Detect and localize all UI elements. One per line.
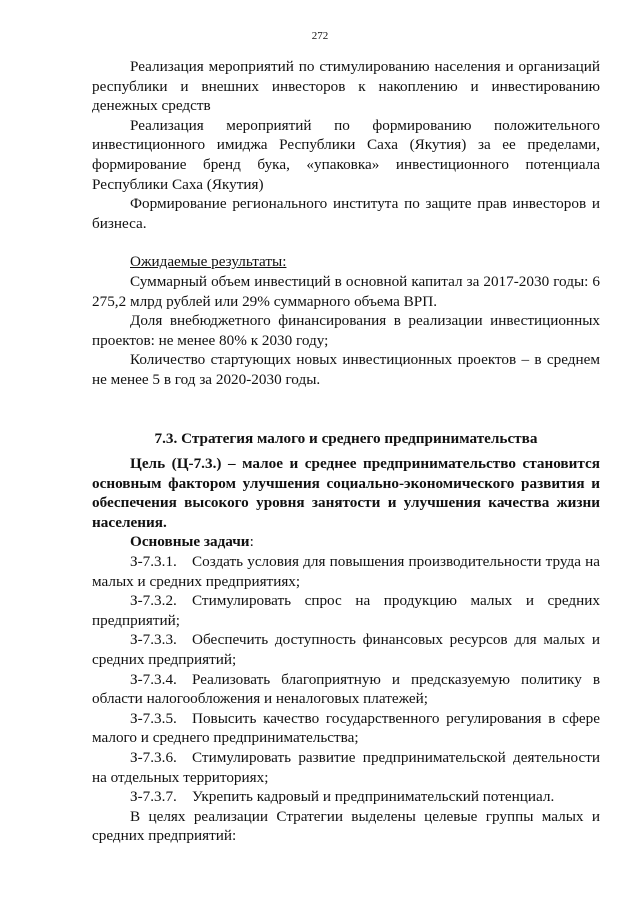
task-item [92,787,600,807]
task-text: Обеспечить доступность финансовых ресурсов для малых и средних предприятий; [92,631,600,669]
task-item [92,709,600,748]
paragraph-savings-stimulation: Реализация мероприятий по стимулированию населения и организаций республики и внешних инвесторов к накоплению и инвестированию денежных средств [92,58,600,115]
section-title: 7.3. Стратегия малого и среднего предпринимательства [154,429,538,447]
task-item [92,670,600,709]
expected-results-heading: Ожидаемые результаты: [130,253,287,271]
task-code: З-7.3.1. [130,553,177,571]
task-text: Реализовать благоприятную и предсказуемую политику в области налогообложения и неналоговых платежей; [92,670,600,708]
task-item [92,630,600,669]
task-text: Повысить качество государственного регулирования в сфере малого и среднего предпринимательства; [92,709,600,747]
task-code: З-7.3.2. [130,592,177,610]
section-goal: Цель (Ц-7.3.) – малое и среднее предпринимательство становится основным фактором улучшения социально-экономического развития и обеспечения высокого уровня занятости и улучшения качества жизни населения. [92,455,600,531]
task-code: З-7.3.3. [130,631,177,649]
task-item [92,748,600,787]
paragraph-investment-image: Реализация мероприятий по формированию положительного инвестиционного имиджа Республики Саха (Якутия) за ее пределами, формирование бренд бука, «упаковка» инвестиционного потенциала Республики Саха (Якутия) [92,116,600,193]
expected-result-item: Доля внебюджетного финансирования в реализации инвестиционных проектов: не менее 80% к 2030 году; [92,312,600,349]
closing-paragraph: В целях реализации Стратегии выделены целевые группы малых и средних предприятий: [92,807,600,845]
task-code: З-7.3.7. [130,788,177,806]
expected-result-item: Количество стартующих новых инвестиционных проектов – в среднем не менее 5 в год за 2020-2030 годы. [92,351,600,388]
task-text: Создать условия для повышения производительности труда на малых и средних предприятиях; [92,553,600,590]
task-text: Стимулировать спрос на продукцию малых и средних предприятий; [92,592,600,629]
expected-result-item: Суммарный объем инвестиций в основной капитал за 2017-2030 годы: 6 275,2 млрд рублей или 29% суммарного объема ВРП. [92,272,600,310]
paragraph-investor-protection: Формирование регионального института по защите прав инвесторов и бизнеса. [92,195,600,232]
task-code: З-7.3.4. [130,670,177,688]
task-text: Стимулировать развитие предпринимательской деятельности на отдельных территориях; [92,749,600,786]
page-number: 272 [311,30,329,42]
task-text: Укрепить кадровый и предпринимательский потенциал. [192,788,555,806]
task-item [92,591,600,630]
document-body [92,57,600,846]
task-code: З-7.3.6. [130,749,177,766]
task-item [92,552,600,591]
task-code: З-7.3.5. [130,709,177,727]
tasks-heading: Основные задачи: [130,533,254,551]
